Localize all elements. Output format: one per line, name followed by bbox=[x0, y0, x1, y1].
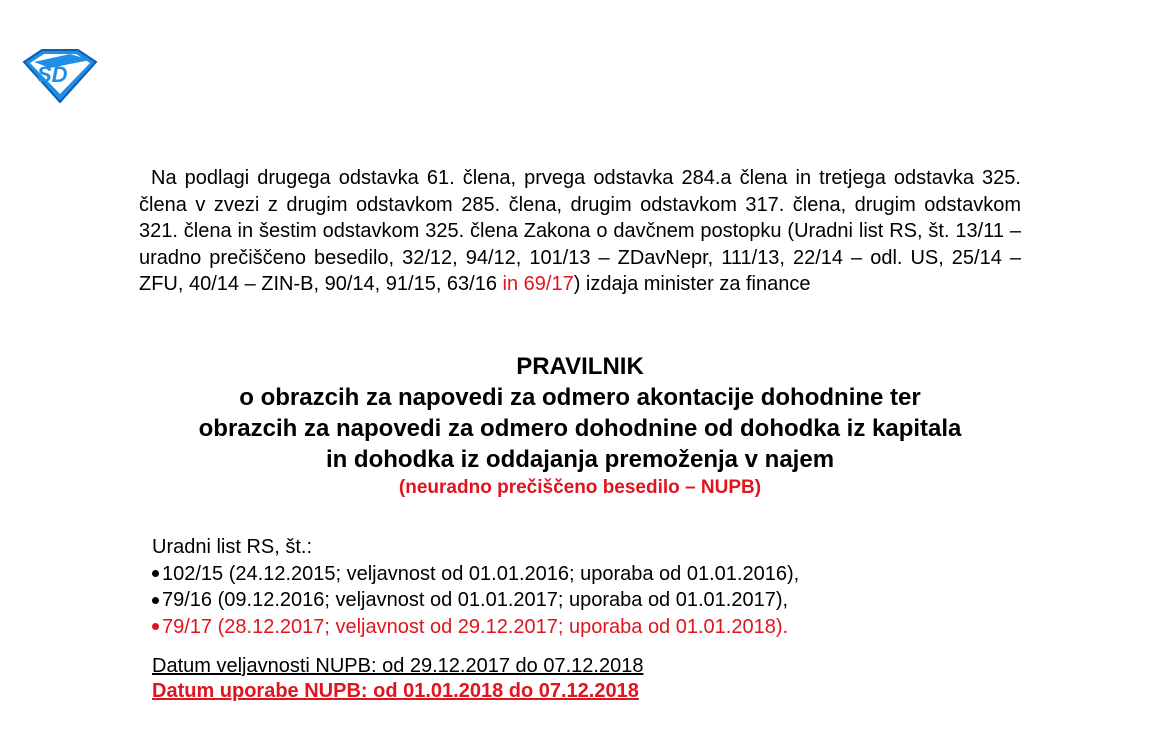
gazette-list bbox=[152, 534, 799, 640]
gazette-heading: Uradni list RS, št.: bbox=[152, 536, 313, 558]
validity-block bbox=[152, 654, 643, 704]
title-note: (neuradno prečiščeno besedilo – NUPB) bbox=[398, 477, 762, 498]
gazette-item: 102/15 (24.12.2015; veljavnost od 01.01.2016; uporaba od 01.01.2016), bbox=[149, 561, 799, 588]
gazette-item: 79/17 (28.12.2017; veljavnost od 29.12.2017; uporaba od 01.01.2018). bbox=[149, 614, 799, 641]
title-main: PRAVILNIK bbox=[516, 353, 644, 380]
usage-date: Datum uporabe NUPB: od 01.01.2018 do 07.12.2018 bbox=[152, 680, 639, 702]
sd-logo-icon bbox=[20, 44, 98, 104]
bullet-icon bbox=[152, 623, 159, 630]
intro-text-end: ) izdaja minister za finance bbox=[573, 273, 811, 295]
title-line-1: o obrazcih za napovedi za odmero akontacije dohodnine ter bbox=[239, 384, 921, 411]
validity-date: Datum veljavnosti NUPB: od 29.12.2017 do 07.12.2018 bbox=[152, 655, 644, 677]
bullet-icon bbox=[152, 570, 159, 577]
svg-text:SD: SD bbox=[37, 62, 68, 87]
bullet-icon bbox=[152, 597, 159, 604]
title-line-3: in dohodka iz oddajanja premoženja v najem bbox=[325, 446, 835, 473]
title-line-2: obrazcih za napovedi za odmero dohodnine od dohodka iz kapitala bbox=[198, 415, 962, 442]
intro-text: Na podlagi drugega odstavka 61. člena, prvega odstavka 284.a člena in tretjega odstavka 325. člena v zvezi z drugim odstavkom 285. člena, drugim odstavkom 317. člena, drugim odstavkom 321. člena in šestim odstavkom 325. člena Zakona o davčnem postopku (Uradni list RS, št. 13/11 – uradno prečiščeno besedilo, 32/12, 94/12, 101/13 – ZDavNepr, 111/13, 22/14 – odl. US, 25/14 – ZFU, 40/14 – ZIN-B, 90/14, 91/15, 63/16 bbox=[139, 167, 1021, 295]
document-title bbox=[139, 352, 1021, 501]
intro-paragraph bbox=[139, 165, 1021, 298]
intro-amendment: in 69/17 bbox=[502, 273, 574, 295]
gazette-item: 79/16 (09.12.2016; veljavnost od 01.01.2017; uporaba od 01.01.2017), bbox=[149, 587, 799, 614]
